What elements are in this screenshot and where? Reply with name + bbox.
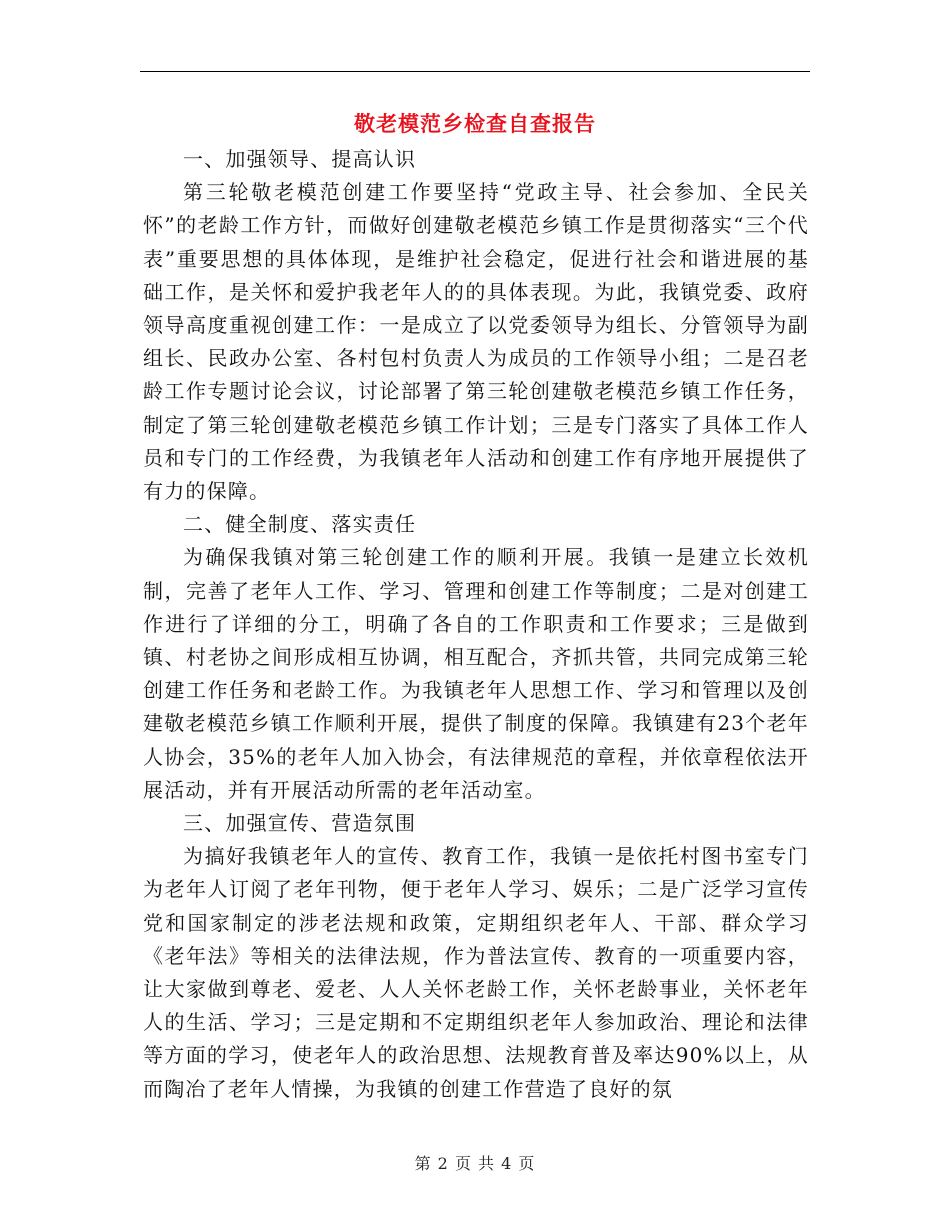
- document-body: [143, 143, 809, 1106]
- section-heading-3: 三、加强宣传、营造氛围: [183, 811, 417, 836]
- page-number-footer: 第 2 页 共 4 页: [414, 1154, 536, 1173]
- header-rule: [140, 71, 810, 72]
- section-heading-2: 二、健全制度、落实责任: [183, 512, 417, 537]
- section-paragraph-1: 第三轮敬老模范创建工作要坚持“党政主导、社会参加、全民关怀”的老龄工作方针，而做好创建敬老模范乡镇工作是贯彻落实“三个代表”重要思想的具体体现，是维护社会稳定，促进行社会和谐进展的基础工作，是关怀和爱护我老年人的的具体表现。为此，我镇党委、政府领导高度重视创建工作：一是成立了以党委领导为组长、分管领导为副组长、民政办公室、各村包村负责人为成员的工作领导小组；二是召老龄工作专题讨论会议，讨论部署了第三轮创建敬老模范乡镇工作任务，制定了第三轮创建敬老模范乡镇工作计划；三是专门落实了具体工作人员和专门的工作经费，为我镇老年人活动和创建工作有序地开展提供了有力的保障。: [143, 180, 809, 504]
- section-paragraph-2: 为确保我镇对第三轮创建工作的顺利开展。我镇一是建立长效机制，完善了老年人工作、学习、管理和创建工作等制度；二是对创建工作进行了详细的分工，明确了各自的工作职责和工作要求；三是做到镇、村老协之间形成相互协调，相互配合，齐抓共管，共同完成第三轮创建工作任务和老龄工作。为我镇老年人思想工作、学习和管理以及创建敬老模范乡镇工作顺利开展，提供了制度的保障。我镇建有23个老年人协会，35%的老年人加入协会，有法律规范的章程，并依章程依法开展活动，并有开展活动所需的老年活动室。: [143, 545, 809, 802]
- section-heading-1: 一、加强领导、提高认识: [183, 147, 417, 171]
- document-title: 敬老模范乡检查自查报告: [354, 111, 596, 136]
- section-paragraph-3: 为搞好我镇老年人的宣传、教育工作，我镇一是依托村图书室专门为老年人订阅了老年刊物，便于老年人学习、娱乐；二是广泛学习宣传党和国家制定的涉老法规和政策，定期组织老年人、干部、群众学习《老年法》等相关的法律法规，作为普法宣传、教育的一项重要内容，让大家做到尊老、爱老、人人关怀老龄工作，关怀老龄事业，关怀老年人的生活、学习；三是定期和不定期组织老年人参加政治、理论和法律等方面的学习，使老年人的政治思想、法规教育普及率达90%以上，从而陶冶了老年人情操，为我镇的创建工作营造了良好的氛: [143, 844, 809, 1101]
